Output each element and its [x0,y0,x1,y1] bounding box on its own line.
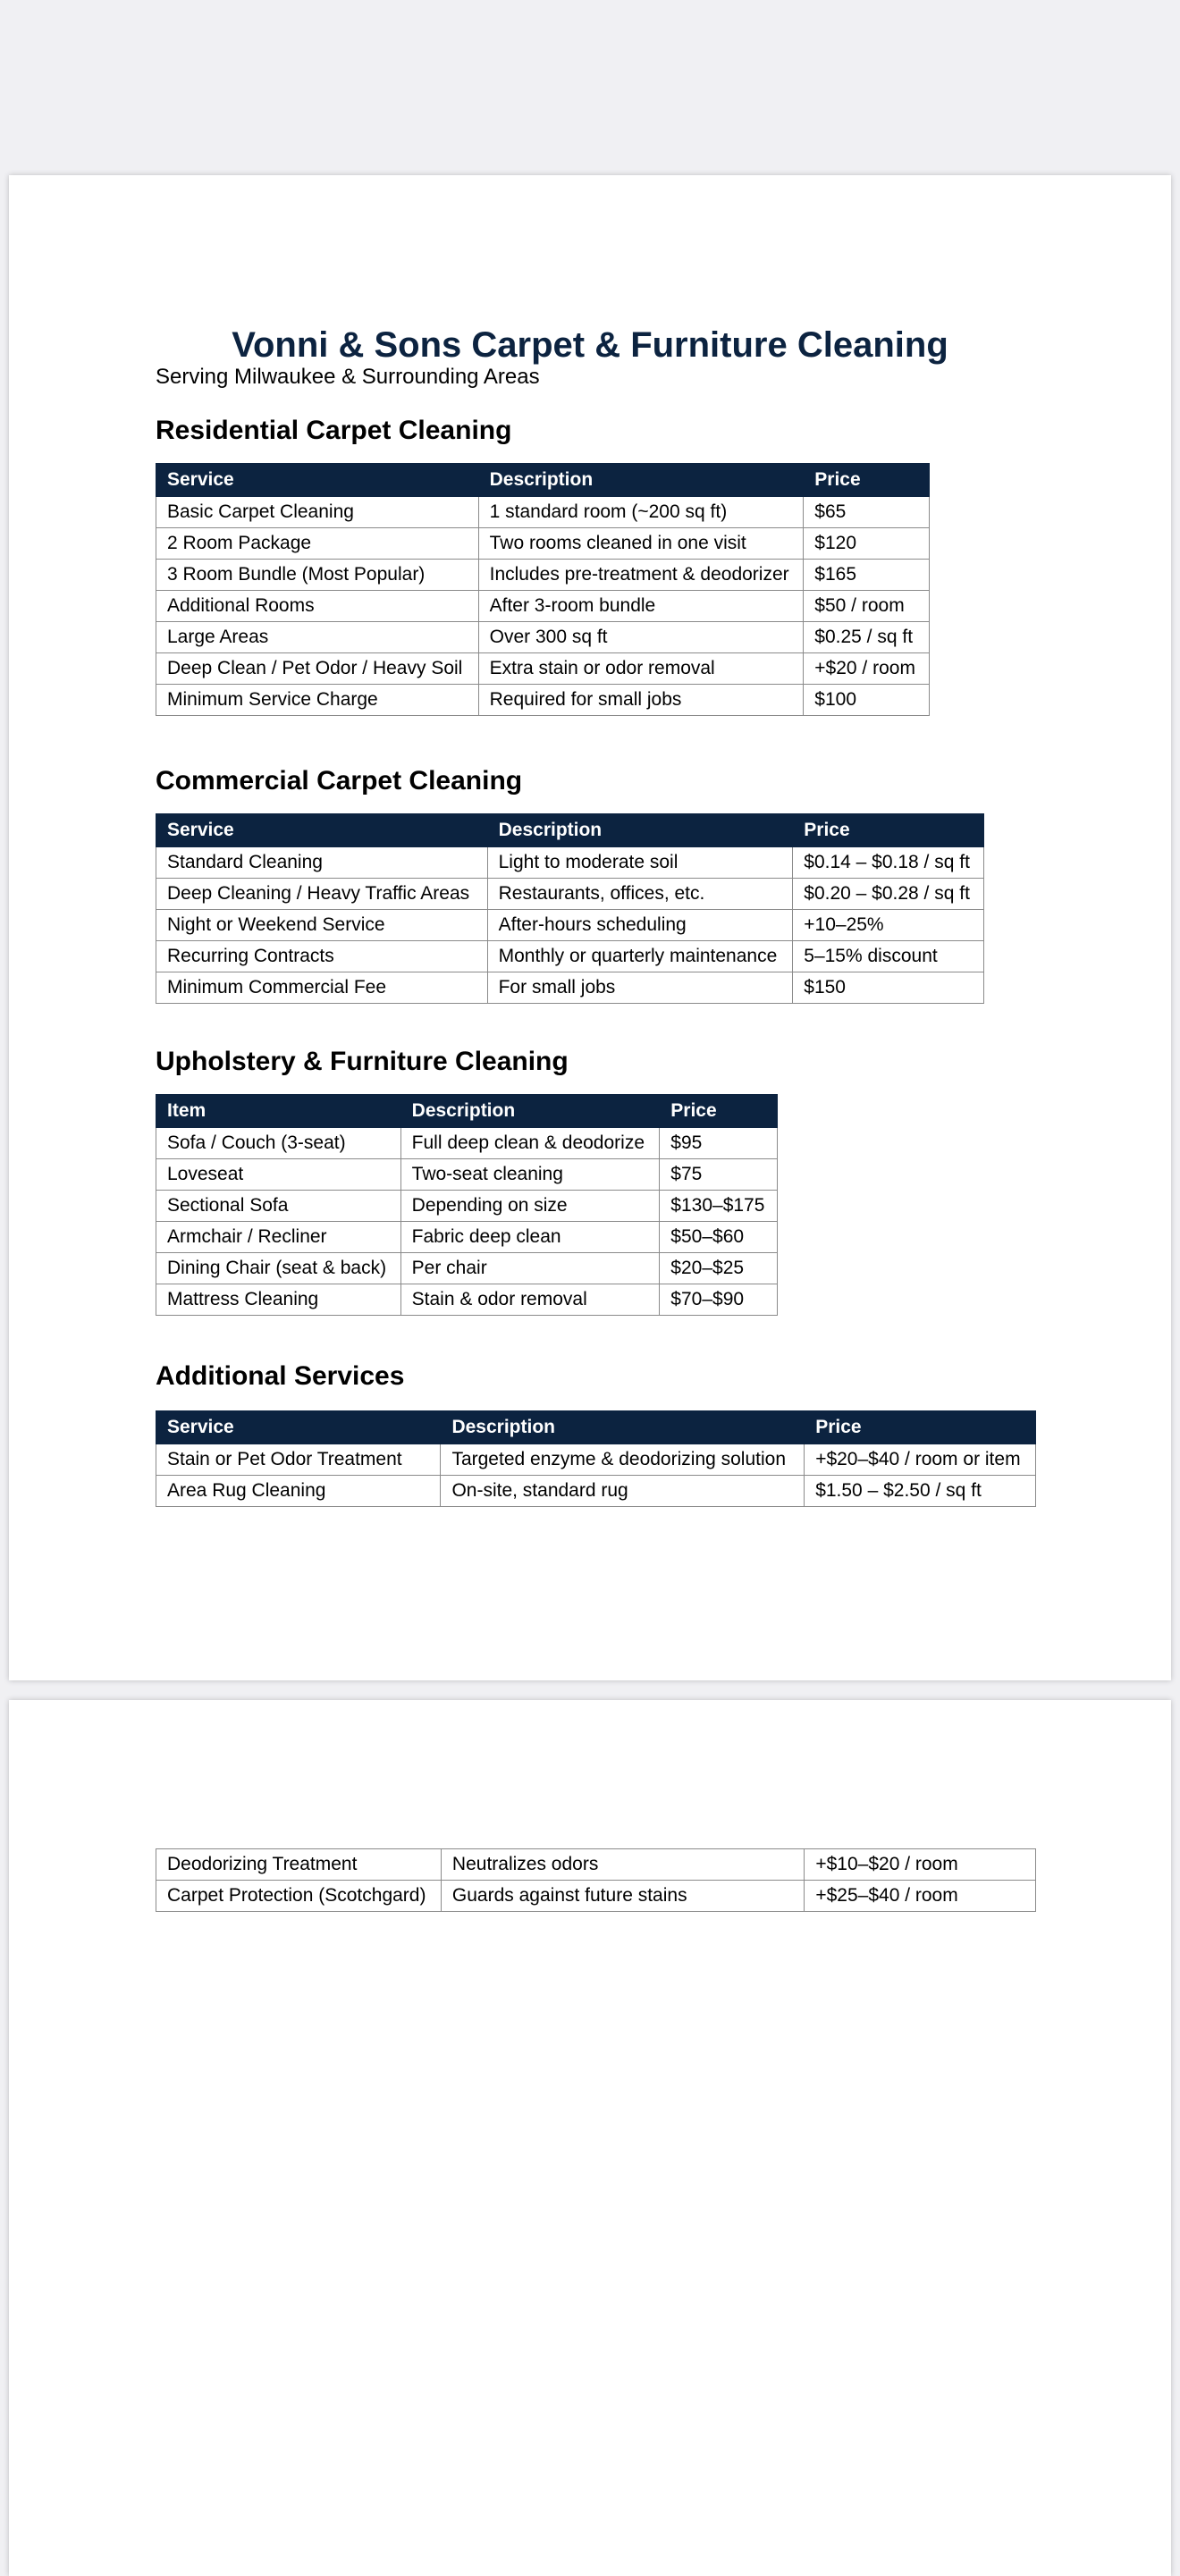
column-header: Price [805,1411,1036,1444]
table-row [156,1476,1036,1507]
table-row [156,847,984,879]
table-row [156,528,930,560]
table-cell: Required for small jobs [478,685,804,716]
table-row [156,560,930,591]
table-cell: Deodorizing Treatment [156,1849,442,1881]
table-cell: $65 [804,497,930,528]
table-cell: Deep Clean / Pet Odor / Heavy Soil [156,653,479,685]
table-cell: Full deep clean & deodorize [400,1128,660,1159]
table-cell: Light to moderate soil [487,847,793,879]
table-row [156,653,930,685]
table-cell: Sofa / Couch (3-seat) [156,1128,401,1159]
upholstery-price-table [156,1094,778,1316]
table-cell: After 3-room bundle [478,591,804,622]
table-cell: $130–$175 [660,1191,778,1222]
table-cell: Additional Rooms [156,591,479,622]
table-cell: Basic Carpet Cleaning [156,497,479,528]
table-cell: $100 [804,685,930,716]
column-header: Description [441,1411,805,1444]
table-row [156,685,930,716]
document-page-1 [9,175,1171,1680]
table-row [156,941,984,972]
table-cell: Recurring Contracts [156,941,488,972]
document-page-2 [9,1700,1171,2576]
table-cell: $50 / room [804,591,930,622]
table-cell: On-site, standard rug [441,1476,805,1507]
table-cell: Dining Chair (seat & back) [156,1253,401,1284]
table-cell: Carpet Protection (Scotchgard) [156,1881,442,1912]
table-cell: Armchair / Recliner [156,1222,401,1253]
table-row [156,1849,1036,1881]
table-cell: Minimum Commercial Fee [156,972,488,1004]
column-header: Description [487,814,793,847]
column-header: Service [156,814,488,847]
table-cell: Sectional Sofa [156,1191,401,1222]
column-header: Price [793,814,984,847]
table-cell: $75 [660,1159,778,1191]
table-cell: Two-seat cleaning [400,1159,660,1191]
table-cell: $0.25 / sq ft [804,622,930,653]
column-header: Description [400,1095,660,1128]
table-cell: Fabric deep clean [400,1222,660,1253]
table-cell: Guards against future stains [441,1881,804,1912]
table-header-row [156,814,984,847]
section-heading-upholstery: Upholstery & Furniture Cleaning [156,1047,569,1076]
column-header: Service [156,1411,441,1444]
table-cell: $70–$90 [660,1284,778,1316]
column-header: Price [660,1095,778,1128]
table-cell: Monthly or quarterly maintenance [487,941,793,972]
table-row [156,1253,778,1284]
table-row [156,910,984,941]
table-cell: Over 300 sq ft [478,622,804,653]
table-header-row [156,464,930,497]
table-cell: $95 [660,1128,778,1159]
table-cell: After-hours scheduling [487,910,793,941]
table-cell: $0.20 – $0.28 / sq ft [793,879,984,910]
section-heading-commercial: Commercial Carpet Cleaning [156,766,523,796]
column-header: Description [478,464,804,497]
document-title: Vonni & Sons Carpet & Furniture Cleaning [232,325,948,365]
table-cell: 5–15% discount [793,941,984,972]
commercial-price-table [156,813,984,1004]
table-row [156,972,984,1004]
column-header: Price [804,464,930,497]
table-cell: Area Rug Cleaning [156,1476,441,1507]
table-cell: Per chair [400,1253,660,1284]
table-cell: $120 [804,528,930,560]
table-cell: 2 Room Package [156,528,479,560]
table-cell: +$10–$20 / room [805,1849,1036,1881]
column-header: Item [156,1095,401,1128]
table-cell: +10–25% [793,910,984,941]
column-header: Service [156,464,479,497]
table-cell: Neutralizes odors [441,1849,804,1881]
document-subtitle: Serving Milwaukee & Surrounding Areas [156,365,540,389]
table-cell: 3 Room Bundle (Most Popular) [156,560,479,591]
additional-services-table [156,1410,1036,1507]
table-header-row [156,1095,778,1128]
table-cell: Mattress Cleaning [156,1284,401,1316]
table-row [156,1191,778,1222]
table-cell: +$20 / room [804,653,930,685]
table-row [156,1222,778,1253]
table-cell: Depending on size [400,1191,660,1222]
table-cell: +$25–$40 / room [805,1881,1036,1912]
table-row [156,1128,778,1159]
table-cell: Includes pre-treatment & deodorizer [478,560,804,591]
table-cell: Extra stain or odor removal [478,653,804,685]
table-cell: Deep Cleaning / Heavy Traffic Areas [156,879,488,910]
table-row [156,1444,1036,1476]
table-cell: 1 standard room (~200 sq ft) [478,497,804,528]
table-cell: Minimum Service Charge [156,685,479,716]
table-cell: $50–$60 [660,1222,778,1253]
table-cell: $1.50 – $2.50 / sq ft [805,1476,1036,1507]
table-cell: Night or Weekend Service [156,910,488,941]
table-cell: +$20–$40 / room or item [805,1444,1036,1476]
residential-price-table [156,463,930,716]
additional-services-table-continued [156,1848,1036,1912]
table-row [156,1284,778,1316]
table-row [156,1881,1036,1912]
section-heading-additional: Additional Services [156,1361,405,1391]
table-cell: Loveseat [156,1159,401,1191]
table-row [156,497,930,528]
table-cell: $165 [804,560,930,591]
table-cell: Standard Cleaning [156,847,488,879]
table-cell: Stain & odor removal [400,1284,660,1316]
table-cell: $150 [793,972,984,1004]
table-row [156,1159,778,1191]
table-cell: Large Areas [156,622,479,653]
section-heading-residential: Residential Carpet Cleaning [156,416,512,445]
table-cell: Stain or Pet Odor Treatment [156,1444,441,1476]
table-cell: Restaurants, offices, etc. [487,879,793,910]
table-row [156,591,930,622]
table-row [156,879,984,910]
table-cell: $0.14 – $0.18 / sq ft [793,847,984,879]
table-cell: Two rooms cleaned in one visit [478,528,804,560]
table-cell: $20–$25 [660,1253,778,1284]
table-cell: For small jobs [487,972,793,1004]
table-row [156,622,930,653]
table-header-row [156,1411,1036,1444]
table-cell: Targeted enzyme & deodorizing solution [441,1444,805,1476]
